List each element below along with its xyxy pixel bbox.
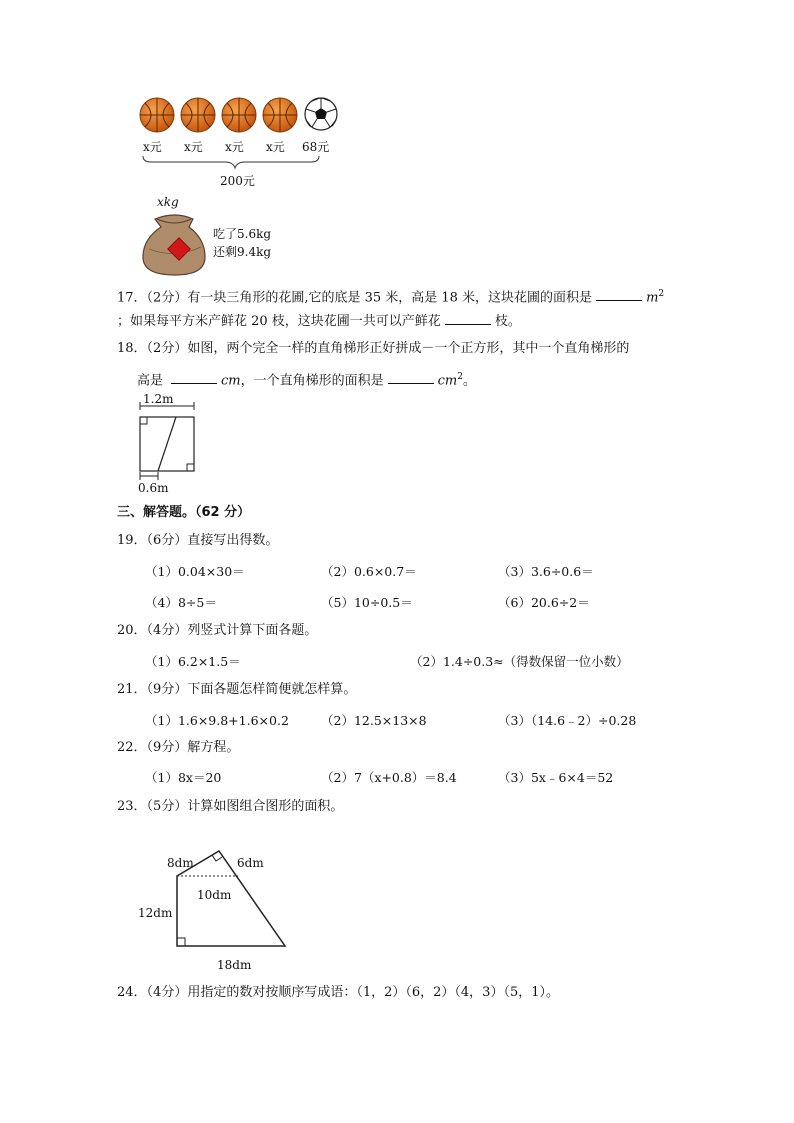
ball-label: x元: [266, 140, 285, 154]
q18-answer-blank-1[interactable]: [171, 371, 217, 384]
q19-item: （4）8÷5＝: [145, 595, 217, 610]
sack-icon: [135, 209, 215, 279]
q19-title: 19．（6分）直接写出得数。: [117, 533, 279, 548]
q18-answer-blank-2[interactable]: [388, 371, 434, 384]
sack-weight-label: xkg: [157, 195, 179, 209]
q17-line1: [117, 284, 664, 308]
composite-label-18dm: 18dm: [217, 958, 252, 972]
q18-unit-cm2: cm: [437, 373, 458, 389]
sack-figure: [135, 195, 295, 280]
q21-item: （3）（14.6﹣2）÷0.28: [498, 713, 637, 728]
basketball-icon: [222, 98, 256, 132]
q21-item: （2）12.5×13×8: [321, 713, 427, 728]
q17-line2: [117, 312, 521, 332]
balls-figure: [135, 92, 345, 192]
sack-ate-label: 吃了5.6kg: [213, 227, 272, 241]
ball-label: 68元: [302, 140, 330, 154]
q20-item: （1）6.2×1.5＝: [145, 654, 241, 669]
square-top-label: 1.2m: [143, 392, 174, 406]
q24-title: 24．（4分）用指定的数对按顺序写成语：（1，2）（6，2）（4，3）（5，1）。: [117, 985, 559, 1000]
q18-text: 18．（2分）如图，两个完全一样的直角梯形正好拼成－一个正方形，其中一个直角梯形的: [117, 341, 630, 356]
section-3-heading: 三、解答题。（62 分）: [117, 505, 251, 520]
ball-label: x元: [184, 140, 203, 154]
composite-figure: [135, 846, 295, 976]
q19-item: （3）3.6÷0.6＝: [498, 564, 594, 579]
composite-label-10dm: 10dm: [197, 888, 232, 902]
q17-answer-blank-1[interactable]: [596, 288, 642, 301]
q19-item: （1）0.04×30＝: [145, 564, 245, 579]
composite-label-8dm: 8dm: [167, 856, 194, 870]
ball-label: x元: [143, 140, 162, 154]
q18-unit-sup: 2: [457, 372, 463, 382]
q17-text-3: 枝。: [494, 314, 521, 329]
ball-label: x元: [225, 140, 244, 154]
q18-text-4: 。: [462, 373, 476, 389]
q17-answer-blank-2[interactable]: [445, 312, 491, 325]
q22-item: （1）8x＝20: [145, 770, 222, 785]
q22-title: 22．（9分）解方程。: [117, 740, 240, 755]
q18-unit-cm: cm: [221, 373, 241, 389]
q22-item: （2）7（x+0.8）＝8.4: [321, 770, 457, 785]
q18-text-2: 高是: [137, 373, 164, 389]
sack-remain-label: 还剩9.4kg: [213, 245, 272, 259]
q17-text: 17．（2分）有一块三角形的花圃,它的底是 35 米，高是 18 米，这块花圃的面积是: [117, 290, 593, 306]
q19-item: （6）20.6÷2＝: [498, 595, 590, 610]
soccer-ball-icon: [305, 98, 337, 130]
total-label: 200元: [220, 174, 255, 188]
square-bottom-label: 0.6m: [138, 481, 169, 495]
basketball-icon: [181, 98, 215, 132]
composite-label-12dm: 12dm: [138, 906, 173, 920]
q18-line1: [117, 339, 629, 359]
q18-line2: [137, 367, 476, 391]
q19-item: （2）0.6×0.7＝: [321, 564, 417, 579]
q17-text-2: ；如果每平方米产鲜花 20 枝，这块花圃一共可以产鲜花: [117, 314, 441, 329]
q19-item: （5）10÷0.5＝: [321, 595, 413, 610]
basketball-icon: [263, 98, 297, 132]
q17-unit-sup: 2: [658, 289, 665, 299]
q23-title: 23．（5分）计算如图组合图形的面积。: [117, 799, 344, 814]
q17-unit: m: [646, 290, 659, 306]
q21-item: （1）1.6×9.8+1.6×0.2: [145, 713, 289, 728]
q20-title: 20．（4分）列竖式计算下面各题。: [117, 623, 318, 638]
q20-item: （2）1.4÷0.3≈（得数保留一位小数）: [410, 654, 629, 669]
q18-text-3: ，一个直角梯形的面积是: [240, 373, 384, 389]
q22-item: （3）5x﹣6×4＝52: [498, 770, 614, 785]
composite-label-6dm: 6dm: [237, 856, 264, 870]
total-brace: [143, 156, 319, 168]
q21-title: 21．（9分）下面各题怎样简便就怎样算。: [117, 682, 357, 697]
basketball-icon: [140, 98, 174, 132]
square-figure: [133, 392, 208, 497]
